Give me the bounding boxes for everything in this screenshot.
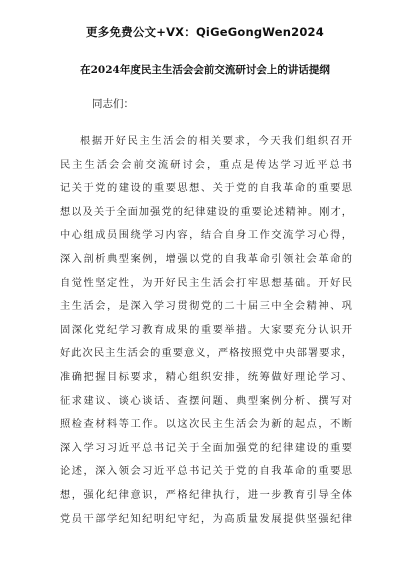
body-line: 好此次民主生活会的重要意义，严格按照党中央部署要求， — [60, 348, 352, 360]
document-title: 在2024年度民主生活会会前交流研讨会上的讲话提纲 — [80, 64, 330, 76]
body-line: 自觉性坚定性，为开好民主生活会打牢思想基础。开好民 — [60, 277, 352, 289]
body-line: 根据开好民主生活会的相关要求，今天我们组织召开 — [80, 136, 352, 147]
body-paragraph — [60, 130, 352, 531]
body-line: 照检查材料等工作。以这次民主生活会为新的起点，不断 — [60, 419, 352, 431]
body-line: 党员干部学纪知纪明纪守纪，为高质量发展提供坚强纪律 — [60, 513, 352, 525]
body-line: 民主生活会会前交流研讨会，重点是传达学习近平总书 — [60, 159, 352, 171]
body-line: 想以及关于全面加强党的纪律建设的重要论述精神。刚才， — [60, 206, 352, 218]
body-line: 中心组成员围绕学习内容，结合自身工作交流学习心得， — [60, 230, 352, 242]
body-line: 深入剖析典型案例，增强以党的自我革命引领社会革命的 — [60, 253, 352, 265]
body-line: 想，强化纪律意识，严格纪律执行，进一步教育引导全体 — [60, 489, 352, 501]
body-line: 主生活会，是深入学习贯彻党的二十届三中全会精神、巩 — [60, 301, 352, 313]
promo-banner: 更多免费公文+VX：QiGeGongWen2024 — [86, 25, 324, 39]
body-line: 记关于党的建设的重要思想、关于党的自我革命的重要思 — [60, 183, 352, 195]
greeting: 同志们： — [92, 98, 134, 110]
body-line: 深入学习习近平总书记关于全面加强党的纪律建设的重要 — [60, 442, 352, 454]
body-line: 固深化党纪学习教育成果的重要举措。大家要充分认识开 — [60, 324, 352, 336]
body-line: 征求建议、谈心谈话、查摆问题、典型案例分析、撰写对 — [60, 395, 352, 407]
body-line: 论述，深入领会习近平总书记关于党的自我革命的重要思 — [60, 466, 352, 478]
body-line: 准确把握目标要求，精心组织安排，统筹做好理论学习、 — [60, 371, 352, 383]
